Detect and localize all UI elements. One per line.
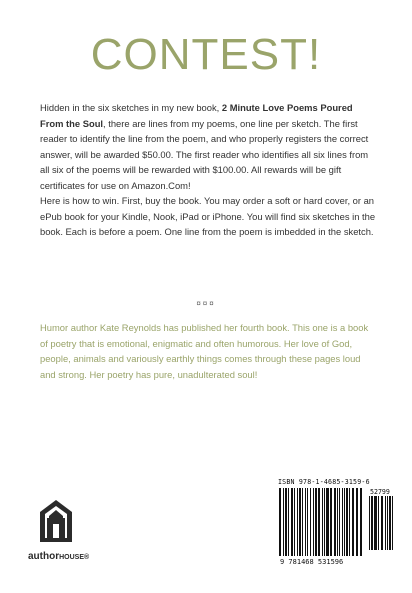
book-title: 2 Minute Love Poems Poured From the Soul — [40, 102, 353, 129]
publisher-name-main: author — [28, 551, 60, 562]
contest-description — [40, 100, 376, 240]
contest-title: CONTEST! — [90, 30, 322, 79]
publisher-name-sub: HOUSE — [59, 554, 85, 561]
isbn-barcode — [278, 478, 398, 568]
author-blurb: Humor author Kate Reynolds has published her fourth book. This one is a book of poetry that is emotional, enigmatic and often humorous. Her love of God, people, animals and variously earthly things comes through these pages loud and strong. Her poetry has pure, unadulterated soul! — [40, 322, 369, 380]
addon-barcode-bars — [368, 496, 398, 552]
contest-rules-paragraph — [40, 100, 376, 193]
publisher-name — [28, 551, 89, 562]
how-to-win-paragraph: Here is how to win. First, buy the book. You may order a soft or hard cover, or an ePub book for your Kindle, Nook, iPad or iPhone. You will find six sketches in the book. Each is before a poem. One line from the poem is imbedded in the sketch. — [40, 195, 376, 237]
intro-continued: , there are lines from my poems, one line per sketch. The first reader to identify the line from the poem, and who properly registers the correct answer, will be awarded $50.00. The first reader who identifies all six lines from all six of the poems will be rewarded with $100.00. All rewards will be gift certificates for use on Amazon.Com! — [40, 117, 369, 191]
section-separator: ¤¤¤ — [196, 299, 216, 308]
ean-barcode-bars — [278, 488, 366, 558]
isbn-label: ISBN 978-1-4685-3159-6 — [278, 478, 370, 486]
intro-text: Hidden in the six sketches in my new book, — [40, 102, 222, 113]
price-addon-label: 52799 — [370, 488, 390, 496]
publisher-registered-mark: ® — [84, 554, 90, 561]
ean-number: 9 781468 531596 — [280, 558, 344, 566]
